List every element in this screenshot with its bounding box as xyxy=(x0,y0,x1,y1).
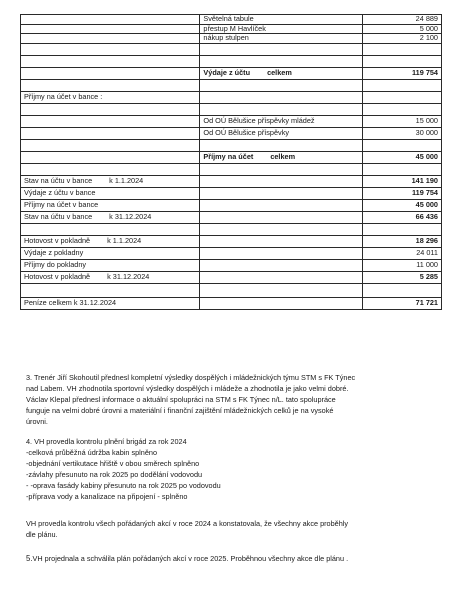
table-row-total xyxy=(21,151,442,163)
row-value: 5 285 xyxy=(362,271,441,283)
table-row xyxy=(21,247,442,259)
paragraph-line: Václav Klepal přednesl informace o aktuální spolupráci na STM s FK Týnec n/L. tato spolupráce xyxy=(26,395,336,404)
empty-row xyxy=(21,223,442,235)
row-label: Od OÚ Bělušice příspěvky xyxy=(200,127,362,139)
row-label: Hotovost v pokladně k 31.12.2024 xyxy=(21,271,200,283)
empty-row xyxy=(21,283,442,297)
row-value: 45 000 xyxy=(362,199,441,211)
row-label: Příjmy na účet v bance : xyxy=(21,91,200,103)
table-row xyxy=(21,211,442,223)
paragraph-line: úrovni. xyxy=(26,417,48,426)
empty-row xyxy=(21,79,442,91)
finance-table xyxy=(20,14,442,310)
paragraph-line: VH provedla kontrolu všech pořádaných akcí v roce 2024 a konstatovala, že všechny akce proběhly xyxy=(26,519,349,528)
row-value: 30 000 xyxy=(362,127,441,139)
table-row xyxy=(21,175,442,187)
row-value: 18 296 xyxy=(362,235,441,247)
row-value: 24 889 xyxy=(362,15,441,25)
table-row xyxy=(21,91,442,103)
section-number: 5. xyxy=(26,554,33,563)
list-item: -závlahy přesunuto na rok 2025 po dodělání vodovodu xyxy=(26,470,203,479)
paragraph-line: funguje na velmi dobré úrovni a materiální i finanční zajištění mládežnických celků je na vysoké xyxy=(26,406,334,415)
paragraph-line xyxy=(26,553,436,564)
table-row-total xyxy=(21,67,442,79)
row-value: 119 754 xyxy=(362,67,441,79)
row-value: 119 754 xyxy=(362,187,441,199)
row-value: 5 000 xyxy=(362,24,441,34)
empty-row xyxy=(21,103,442,115)
row-label: Výdaje z účtu v bance xyxy=(21,187,200,199)
table-row xyxy=(21,115,442,127)
row-label: Příjmy na účet v bance xyxy=(21,199,200,211)
row-label: Příjmy na účet celkem xyxy=(200,151,362,163)
row-value: 11 000 xyxy=(362,259,441,271)
row-value: 71 721 xyxy=(362,297,441,309)
list-item: -objednání vertikutace hřiště v obou směrech splněno xyxy=(26,459,200,468)
row-label: Příjmy do pokladny xyxy=(21,259,200,271)
table-row xyxy=(21,24,442,34)
table-row xyxy=(21,199,442,211)
section-text: VH projednala a schválila plán pořádaných akcí v roce 2025. Proběhnou všechny akce dle plánu . xyxy=(32,554,349,563)
table-row xyxy=(21,187,442,199)
row-label: Hotovost v pokladně k 1.1.2024 xyxy=(21,235,200,247)
empty-row xyxy=(21,163,442,175)
section-4-paragraph xyxy=(26,518,436,540)
list-item: -příprava vody a kanalizace na připojení - splněno xyxy=(26,492,188,501)
table-row xyxy=(21,15,442,25)
row-value: 45 000 xyxy=(362,151,441,163)
row-label: Peníze celkem k 31.12.2024 xyxy=(21,297,200,309)
table-row xyxy=(21,259,442,271)
row-label: Výdaje z účtu celkem xyxy=(200,67,362,79)
table-row xyxy=(21,235,442,247)
row-label: Od OÚ Bělušice příspěvky mládež xyxy=(200,115,362,127)
empty-row xyxy=(21,139,442,151)
row-label: přestup M Havlíček xyxy=(200,24,362,34)
row-value: 24 011 xyxy=(362,247,441,259)
row-label: nákup stulpen xyxy=(200,34,362,44)
row-value: 141 190 xyxy=(362,175,441,187)
paragraph-line: dle plánu. xyxy=(26,530,58,539)
section-5 xyxy=(26,553,436,564)
row-value: 15 000 xyxy=(362,115,441,127)
section-4 xyxy=(26,436,436,502)
row-label: Světelná tabule xyxy=(200,15,362,25)
list-item: - -oprava fasády kabiny přesunuto na rok 2025 po vodovodu xyxy=(26,481,221,490)
empty-row xyxy=(21,43,442,55)
table-row xyxy=(21,127,442,139)
row-label: Výdaje z pokladny xyxy=(21,247,200,259)
table-row xyxy=(21,271,442,283)
section-heading: 4. VH provedla kontrolu plnění brigád za rok 2024 xyxy=(26,437,187,446)
row-value: 2 100 xyxy=(362,34,441,44)
paragraph-line: nad Labem. VH zhodnotila sportovní výsledky dospělých i mládeže a zhodnotila je jako velmi dobré. xyxy=(26,384,349,393)
row-value: 66 436 xyxy=(362,211,441,223)
table-row-total xyxy=(21,297,442,309)
empty-row xyxy=(21,55,442,67)
table-row xyxy=(21,34,442,44)
list-item: -celková průběžná údržba kabin splněno xyxy=(26,448,158,457)
row-label: Stav na účtu v bance k 31.12.2024 xyxy=(21,211,200,223)
row-label: Stav na účtu v bance k 1.1.2024 xyxy=(21,175,200,187)
section-3 xyxy=(26,372,436,427)
paragraph-line: 3. Trenér Jiří Skohoutil přednesl kompletní výsledky dospělých i mládežnických týmu STM s FK Týnec xyxy=(26,373,356,382)
